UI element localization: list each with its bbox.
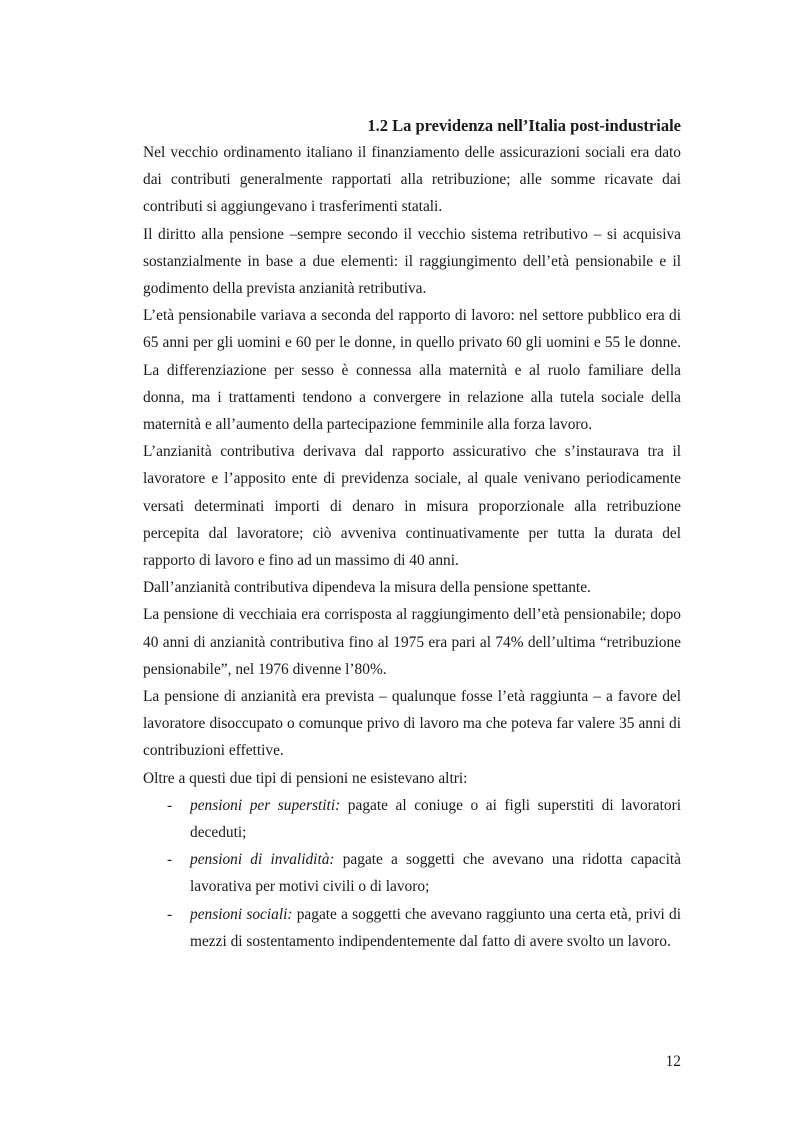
paragraph-pension-amount: Dall’anzianità contributiva dipendeva la misura della pensione spettante. <box>143 579 591 597</box>
pension-types-list <box>143 792 681 955</box>
paragraph-contribution-seniority: L’anzianità contributiva derivava dal rapporto assicurativo che s’instaurava tra il lavoratore e l’apposito ente di previdenza sociale, al quale venivano periodicamente versati determinati importi di denaro in misura proporzionale alla retribuzione percepita dal lavoratore; ciò avveniva continuativamente per tutta la durata del rapporto di lavoro e fino ad un massimo di 40 anni. <box>143 443 681 570</box>
page-number: 12 <box>665 1053 681 1070</box>
section-heading: 1.2 La previdenza nell’Italia post-industriale <box>367 116 681 135</box>
list-item-text: pagate a soggetti che avevano una ridotta capacità lavorativa per motivi civili o di lavoro; <box>190 851 681 896</box>
list-item <box>143 901 681 955</box>
paragraph-old-age-pension: La pensione di vecchiaia era corrisposta al raggiungimento dell’età pensionabile; dopo 40 anni di anzianità contributiva fino al 1975 era pari al 74% dell’ultima “retribuzione pensionabile”, nel 1976 divenne l’80%. <box>143 606 681 678</box>
list-item-text: pagate a soggetti che avevano raggiunto una certa età, privi di mezzi di sostentamento indipendentemente dal fatto di avere svolto un lavoro. <box>190 905 682 950</box>
paragraph-pension-right: Il diritto alla pensione –sempre secondo il vecchio sistema retributivo – si acquisiva sostanzialmente in base a due elementi: il raggiungimento dell’età pensionabile e il godimento della prevista anzianità retributiva. <box>143 225 681 298</box>
list-item <box>143 846 681 900</box>
paragraph-retirement-age: L’età pensionabile variava a seconda del rapporto di lavoro: nel settore pubblico era di 65 anni per gli uomini e 60 per le donne, in quello privato 60 gli uomini e 55 le donne. La differenziazione per sesso è connessa alla maternità e al ruolo familiare della donna, ma i trattamenti tendono a convergere in relazione alla tutela sociale della maternità e all’aumento della partecipazione femminile alla forza lavoro. <box>143 307 681 434</box>
paragraph-seniority-pension: La pensione di anzianità era prevista – qualunque fosse l’età raggiunta – a favore del lavoratore disoccupato o comunque privo di lavoro ma che poteva far valere 35 anni di contribuzioni effettive. <box>143 688 681 760</box>
list-item-term: pensioni di invalidità: <box>190 851 335 869</box>
paragraph-financing: Nel vecchio ordinamento italiano il finanziamento delle assicurazioni sociali era dato dai contributi generalmente rapportati alla retribuzione; alle somme ricavate dai contributi si aggiungevano i trasferimenti statali. <box>143 144 681 216</box>
document-page <box>143 112 681 955</box>
list-bullet: - <box>167 851 173 869</box>
paragraph-other-pensions-intro: Oltre a questi due tipi di pensioni ne esistevano altri: <box>143 769 468 787</box>
list-item <box>143 792 681 846</box>
list-item-term: pensioni sociali: <box>190 905 293 923</box>
list-item-term: pensioni per superstiti: <box>190 796 341 814</box>
list-item-text: pagate al coniuge o ai figli superstiti di lavoratori deceduti; <box>190 796 681 842</box>
list-bullet: - <box>167 905 173 923</box>
list-bullet: - <box>167 796 173 814</box>
